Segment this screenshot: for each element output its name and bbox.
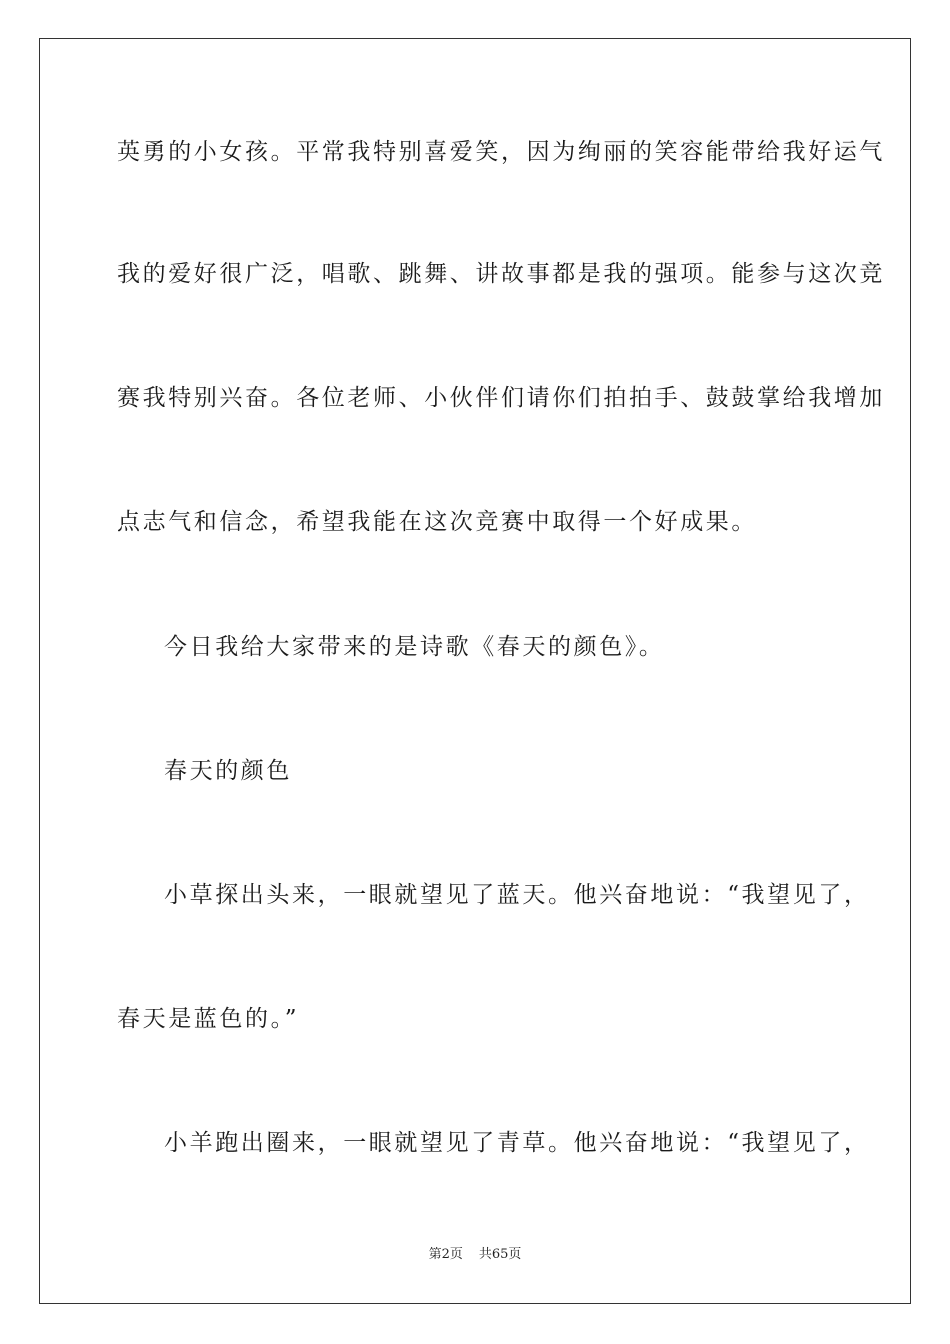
paragraph-line: 赛我特别兴奋。各位老师、小伙伴们请你们拍拍手、鼓鼓掌给我增加	[117, 385, 885, 411]
paragraph-line: 今日我给大家带来的是诗歌《春天的颜色》。	[164, 634, 665, 660]
poem-title: 春天的颜色	[164, 758, 292, 784]
page-total: 共65页	[478, 1247, 522, 1262]
paragraph-line: 点志气和信念，希望我能在这次竞赛中取得一个好成果。	[117, 509, 757, 535]
paragraph-line: 英勇的小女孩。平常我特别喜爱笑，因为绚丽的笑容能带给我好运气	[117, 139, 885, 165]
paragraph-line: 我的爱好很广泛，唱歌、跳舞、讲故事都是我的强项。能参与这次竞	[117, 261, 885, 287]
page-footer	[0, 1246, 950, 1264]
page-border	[39, 38, 911, 1304]
paragraph-line: 小草探出头来，一眼就望见了蓝天。他兴奋地说：“我望见了，	[164, 882, 870, 908]
paragraph-line: 春天是蓝色的。”	[117, 1006, 300, 1032]
page-number: 第2页	[428, 1247, 463, 1262]
paragraph-line: 小羊跑出圈来，一眼就望见了青草。他兴奋地说：“我望见了，	[164, 1130, 870, 1156]
